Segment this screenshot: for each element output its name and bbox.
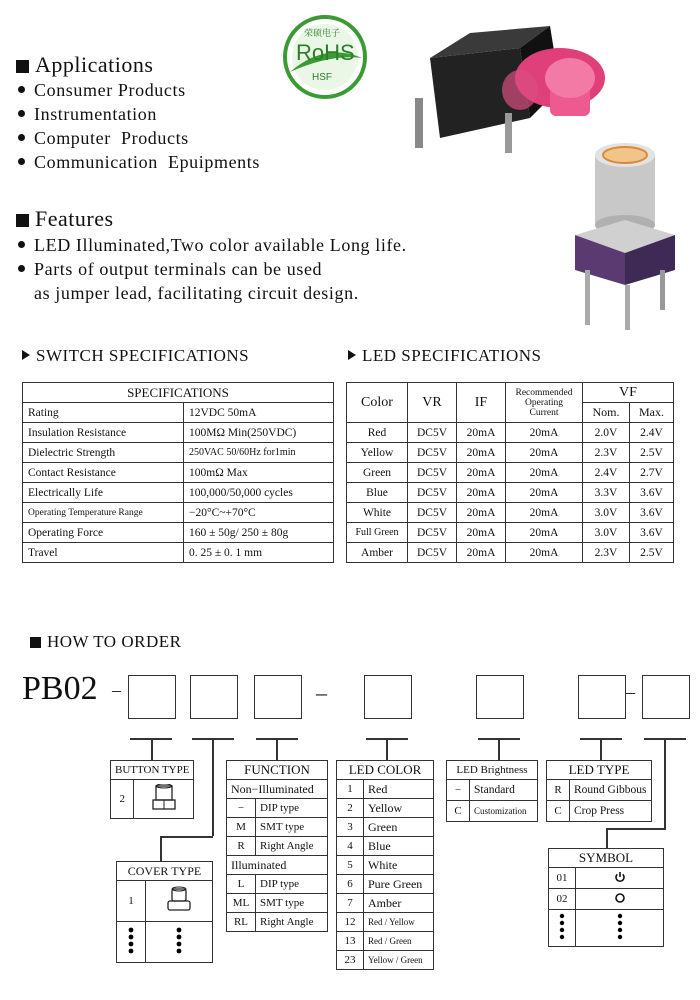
cover-type-title: COVER TYPE	[117, 862, 213, 881]
connector	[151, 738, 153, 760]
table-row: Dielectric Strength 250VAC 50/60Hz for1min	[23, 443, 334, 463]
led-specs-table	[346, 382, 674, 563]
switch-specs-table	[22, 382, 334, 563]
more-options-icon	[549, 910, 576, 947]
code-box-5	[476, 675, 524, 719]
led-type-title: LED TYPE	[547, 761, 652, 780]
list-item: LED Illuminated,Two color available Long life.	[18, 233, 407, 257]
table-row: 7 Amber	[337, 894, 434, 913]
bullet-icon	[18, 158, 25, 165]
led-type-table	[546, 760, 652, 822]
col-vr: VR	[408, 383, 457, 423]
col-nom: Nom.	[583, 403, 630, 423]
table-row: Electrically Life 100,000/50,000 cycles	[23, 483, 334, 503]
features-title: Features	[35, 206, 114, 231]
rohs-main-text: RoHS	[296, 40, 355, 65]
applications-title: Applications	[35, 52, 154, 77]
product-photo-switch-led	[560, 135, 690, 335]
connector	[606, 828, 666, 830]
connector	[664, 738, 666, 828]
square-bullet-icon	[30, 637, 41, 648]
dash-3: –	[626, 682, 635, 702]
dash-2: –	[316, 680, 327, 705]
list-item: Communication Epuipments	[18, 150, 260, 174]
table-row: Operating Force 160 ± 50g/ 250 ± 80g	[23, 523, 334, 543]
list-item-continuation: as jumper lead, facilitating circuit design.	[34, 283, 359, 303]
connector	[276, 738, 278, 760]
table-row: Travel 0. 25 ± 0. 1 mm	[23, 543, 334, 563]
table-row: ML SMT type	[227, 894, 328, 913]
col-vf: VF	[583, 383, 674, 403]
square-bullet-icon	[16, 60, 29, 73]
more-options-icon	[117, 922, 146, 963]
power-icon	[576, 868, 664, 889]
table-row: Operating Temperature Range −20°C~+70°C	[23, 503, 334, 523]
how-to-order-heading: HOW TO ORDER	[30, 632, 181, 652]
table-row: 6 Pure Green	[337, 875, 434, 894]
connector	[606, 828, 608, 848]
table-row: M SMT type	[227, 818, 328, 837]
more-options-icon	[576, 910, 664, 947]
table-row: 3 Green	[337, 818, 434, 837]
cover-shape-icon	[146, 881, 213, 922]
function-title: FUNCTION	[227, 761, 328, 780]
function-table: FUNCTION Non−Illuminated − DIP type M SMT type R Right Angle Illuminated L DIP type ML SMT type RL Right Angle	[226, 760, 328, 932]
table-row: 23 Yellow / Green	[337, 951, 434, 970]
rohs-logo	[280, 12, 370, 102]
ring-icon	[576, 889, 664, 910]
bullet-icon	[18, 241, 25, 248]
led-color-table	[336, 760, 434, 970]
triangle-icon	[22, 350, 30, 360]
list-item: Parts of output terminals can be used	[18, 257, 407, 281]
table-row: Insulation Resistance 100MΩ Min(250VDC)	[23, 423, 334, 443]
table-row: Red DC5V 20mA 20mA 2.0V 2.4V	[347, 423, 674, 443]
connector	[160, 836, 162, 861]
table-row: Full Green DC5V 20mA 20mA 3.0V 3.6V	[347, 523, 674, 543]
col-max: Max.	[629, 403, 673, 423]
table-row: R Round Gibbous	[547, 780, 652, 801]
connector	[160, 836, 213, 838]
table-row: 2 Yellow	[337, 799, 434, 818]
table-row: Blue DC5V 20mA 20mA 3.3V 3.6V	[347, 483, 674, 503]
symbol-title: SYMBOL	[549, 849, 664, 868]
table-row: − DIP type	[227, 799, 328, 818]
table-row: L DIP type	[227, 875, 328, 894]
bullet-icon	[18, 110, 25, 117]
table-row: 4 Blue	[337, 837, 434, 856]
table-row: 5 White	[337, 856, 434, 875]
table-row: C Customization	[447, 801, 538, 822]
cover-type-table: COVER TYPE 1	[116, 861, 213, 963]
list-item: Computer Products	[18, 126, 260, 150]
table-row: Green DC5V 20mA 20mA 2.4V 2.7V	[347, 463, 674, 483]
button-shape-icon	[134, 780, 194, 819]
applications-heading	[16, 52, 153, 78]
more-options-icon	[146, 922, 213, 963]
triangle-icon	[348, 350, 356, 360]
code-box-7	[642, 675, 690, 719]
square-bullet-icon	[16, 214, 29, 227]
code-box-4	[364, 675, 412, 719]
button-type-table: BUTTON TYPE 2	[110, 760, 194, 819]
connector	[386, 738, 388, 760]
dash-1: –	[112, 680, 121, 700]
connector	[600, 738, 602, 760]
features-list	[18, 233, 407, 305]
table-row: White DC5V 20mA 20mA 3.0V 3.6V	[347, 503, 674, 523]
bullet-icon	[18, 86, 25, 93]
features-heading	[16, 206, 114, 232]
code-box-1	[128, 675, 176, 719]
connector	[212, 738, 214, 836]
code-box-6	[578, 675, 626, 719]
col-if: IF	[457, 383, 506, 423]
led-specs-heading: LED SPECIFICATIONS	[348, 346, 542, 366]
list-item: Consumer Products	[18, 78, 260, 102]
table-row: RL Right Angle	[227, 913, 328, 932]
code-box-3	[254, 675, 302, 719]
table-row: R Right Angle	[227, 837, 328, 856]
switch-specs-header: SPECIFICATIONS	[23, 383, 334, 403]
col-recommended: Recommended Operating Current	[506, 383, 583, 423]
col-color: Color	[347, 383, 408, 423]
table-row: Contact Resistance 100mΩ Max	[23, 463, 334, 483]
symbol-table	[548, 848, 664, 947]
led-brightness-table	[446, 760, 538, 822]
rohs-top-text: 荣硕电子	[304, 28, 341, 38]
led-brightness-title: LED Brightness	[447, 761, 538, 780]
rohs-bottom-text: HSF	[312, 72, 332, 83]
bullet-icon	[18, 265, 25, 272]
code-box-2	[190, 675, 238, 719]
table-row: Rating 12VDC 50mA	[23, 403, 334, 423]
list-item: Instrumentation	[18, 102, 260, 126]
table-row: 01	[549, 868, 664, 889]
bullet-icon	[18, 134, 25, 141]
table-row: 13 Red / Green	[337, 932, 434, 951]
switch-specs-heading: SWITCH SPECIFICATIONS	[22, 346, 249, 366]
led-color-title: LED COLOR	[337, 761, 434, 780]
table-row: − Standard	[447, 780, 538, 801]
table-row: 1 Red	[337, 780, 434, 799]
table-row: Amber DC5V 20mA 20mA 2.3V 2.5V	[347, 543, 674, 563]
table-row: Yellow DC5V 20mA 20mA 2.3V 2.5V	[347, 443, 674, 463]
button-type-title: BUTTON TYPE	[111, 761, 194, 780]
table-row: 12 Red / Yellow	[337, 913, 434, 932]
table-row: 02	[549, 889, 664, 910]
applications-list	[18, 78, 260, 174]
connector	[498, 738, 500, 760]
table-row: C Crop Press	[547, 801, 652, 822]
order-prefix: PB02	[22, 670, 98, 707]
